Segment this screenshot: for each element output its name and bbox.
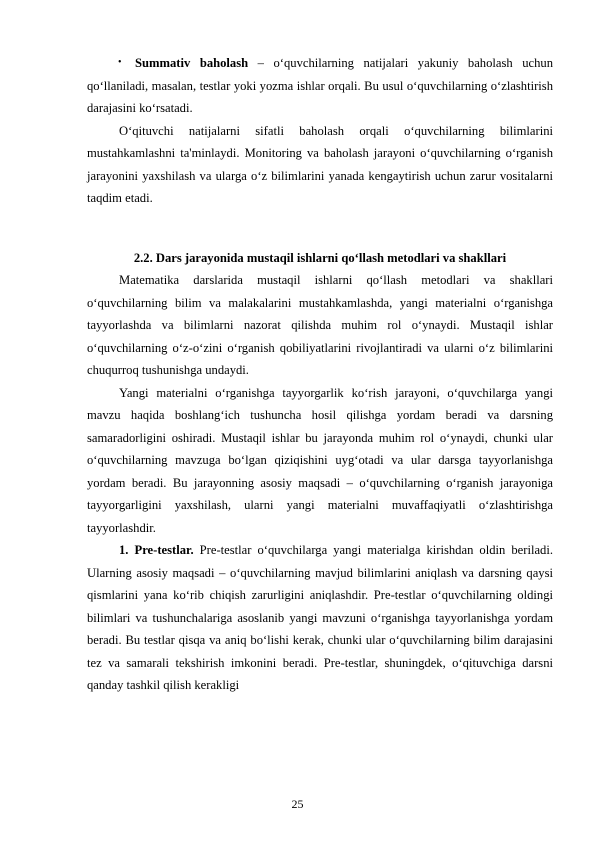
- section-heading: 2.2. Dars jarayonida mustaqil ishlarni qo‘llash metodlari va shakllari: [133, 250, 507, 265]
- pretests-text: Pre-testlar o‘quvchilarga yangi materialga kirishdan oldin beriladi. Ularning asosiy maqsadi – o‘quvchilarning mavjud bilimlarini aniqlash va darsning qaysi qismlarini yana ko‘rib chiqish zarurligini aniqlashdir. Pre-testlar o‘quvchilarning oldingi bilimlari va tushunchalariga asoslanib yangi mavzuni o‘rganishga tayyorlanishga yordam beradi. Bu testlar qisqa va aniq bo‘lishi kerak, chunki ular o‘quvchilarning bilim darajasini tez va samarali tekshirish imkonini beradi. Pre-testlar, shuningdek, o‘qituvchiga darsni qanday tashkil qilish kerakligi: [87, 543, 553, 692]
- paragraph-preparation: Yangi materialni o‘rganishga tayyorgarlik ko‘rish jarayoni, o‘quvchilarga yangi mavzu haqida boshlang‘ich tushuncha hosil qilishga yordam beradi va darsning samaradorligini oshiradi. Mustaqil ishlar bu jarayonda muhim rol o‘ynaydi, chunki ular o‘quvchilarning mavzuga bo‘lgan qiziqishini uyg‘otadi va ular darsga tayyorlanishga yordam beradi. Bu jarayonning asosiy maqsadi – o‘quvchilarning o‘rganish jarayoniga tayyorgarligini yaxshilash, ularni yangi materialni muvaffaqiyatli o‘zlashtirishga tayyorlashdir.: [87, 385, 553, 535]
- page-number: 25: [291, 797, 304, 811]
- pretests-term: 1. Pre-testlar.: [119, 543, 194, 557]
- paragraph-methods: Matematika darslarida mustaqil ishlarni qo‘llash metodlari va shakllari o‘quvchilarning bilim va malakalarini mustahkamlashda, yangi materialni o‘rganishga tayyorlashda va bilimlarni nazorat qilishda muhim rol o‘ynaydi. Mustaqil ishlar o‘quvchilarning o‘z-o‘zini o‘rganish qobiliyatlarini rivojlantiradi va ularni o‘z bilimlarini chuqurroq tushunishga undaydi.: [87, 273, 553, 377]
- bullet-text: – o‘quvchilarning natijalari yakuniy baholash uchun qo‘llaniladi, masalan, testlar yoki yozma ishlar orqali. Bu usul o‘quvchilarning o‘zlashtirish darajasini ko‘rsatadi.: [87, 56, 553, 115]
- paragraph-assessment: O‘qituvchi natijalarni sifatli baholash orqali o‘quvchilarning bilimlarini mustahkamlashni ta'minlaydi. Monitoring va baholash jarayoni o‘quvchilarning o‘rganish jarayonini yaxshilash va ularga o‘z bilimlarini yanada kengaytirish uchun zarur vositalarni taqdim etadi.: [87, 123, 553, 205]
- bullet-marker: •: [118, 57, 122, 68]
- document-page: [87, 52, 553, 697]
- paragraph-pretests: [87, 539, 553, 697]
- bullet-item-summative: [87, 52, 553, 120]
- bullet-term: Summativ baholash: [135, 56, 249, 70]
- bullet-body: [87, 52, 553, 120]
